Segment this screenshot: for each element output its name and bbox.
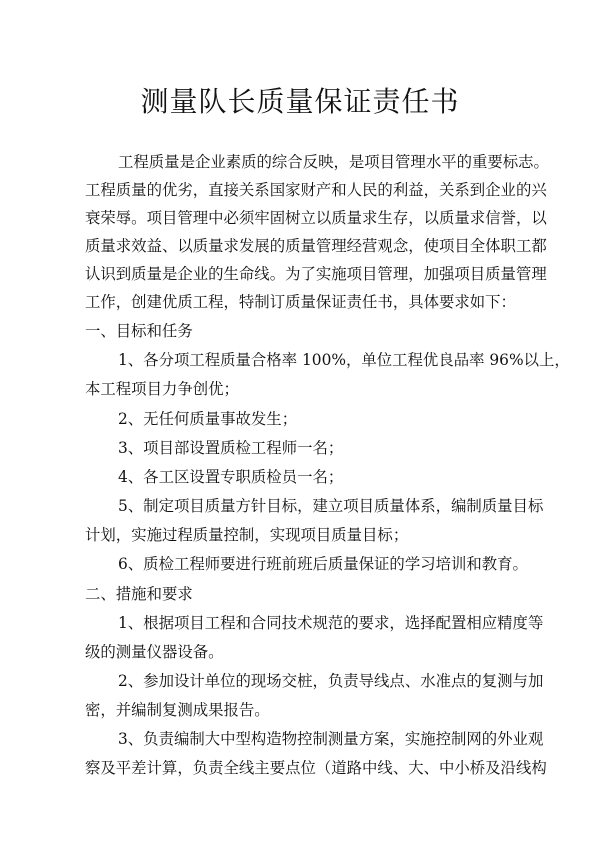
list-item-line: 本工程项目力争创优； bbox=[85, 380, 239, 398]
list-item-line: 2、无任何质量事故发生； bbox=[118, 410, 298, 428]
intro-line: 衰荣辱。项目管理中必须牢固树立以质量求生存，以质量求信誉，以 bbox=[85, 209, 547, 227]
list-item-line: 3、项目部设置质检工程师一名； bbox=[118, 439, 344, 457]
list-item-line: 级的测量仪器设备。 bbox=[85, 643, 224, 661]
list-item-line: 6、质检工程师要进行班前班后质量保证的学习培训和教育。 bbox=[118, 555, 528, 573]
list-item-line: 1、各分项工程质量合格率 100%，单位工程优良品率 96%以上， bbox=[118, 351, 570, 369]
intro-line: 工程质量是企业素质的综合反映，是项目管理水平的重要标志。 bbox=[118, 153, 549, 171]
list-item-line: 4、各工区设置专职质检员一名； bbox=[118, 468, 344, 486]
list-item-line: 计划，实施过程质量控制，实现项目质量目标； bbox=[85, 526, 409, 544]
list-item-line: 3、负责编制大中型构造物控制测量方案，实施控制网的外业观 bbox=[118, 730, 544, 748]
section-heading: 二、措施和要求 bbox=[85, 585, 193, 603]
document-title: 测量队长质量保证责任书 bbox=[140, 85, 460, 118]
intro-line: 工程质量的优劣，直接关系国家财产和人民的利益，关系到企业的兴 bbox=[85, 181, 547, 199]
intro-line: 工作，创建优质工程，特制订质量保证责任书，具体要求如下： bbox=[85, 293, 516, 311]
section-heading: 一、目标和任务 bbox=[85, 322, 193, 340]
intro-line: 认识到质量是企业的生命线。为了实施项目管理，加强项目质量管理 bbox=[85, 265, 547, 283]
list-item-line: 1、根据项目工程和合同技术规范的要求，选择配置相应精度等 bbox=[118, 614, 544, 632]
list-item-line: 2、参加设计单位的现场交桩，负责导线点、水准点的复测与加 bbox=[118, 672, 544, 690]
list-item-line: 5、制定项目质量方针目标，建立项目质量体系，编制质量目标 bbox=[118, 497, 544, 515]
intro-line: 质量求效益、以质量求发展的质量管理经营观念，使项目全体职工都 bbox=[85, 237, 547, 255]
list-item-line: 察及平差计算，负责全线主要点位（道路中线、大、中小桥及沿线构 bbox=[85, 759, 547, 777]
list-item-line: 密，并编制复测成果报告。 bbox=[85, 701, 270, 719]
